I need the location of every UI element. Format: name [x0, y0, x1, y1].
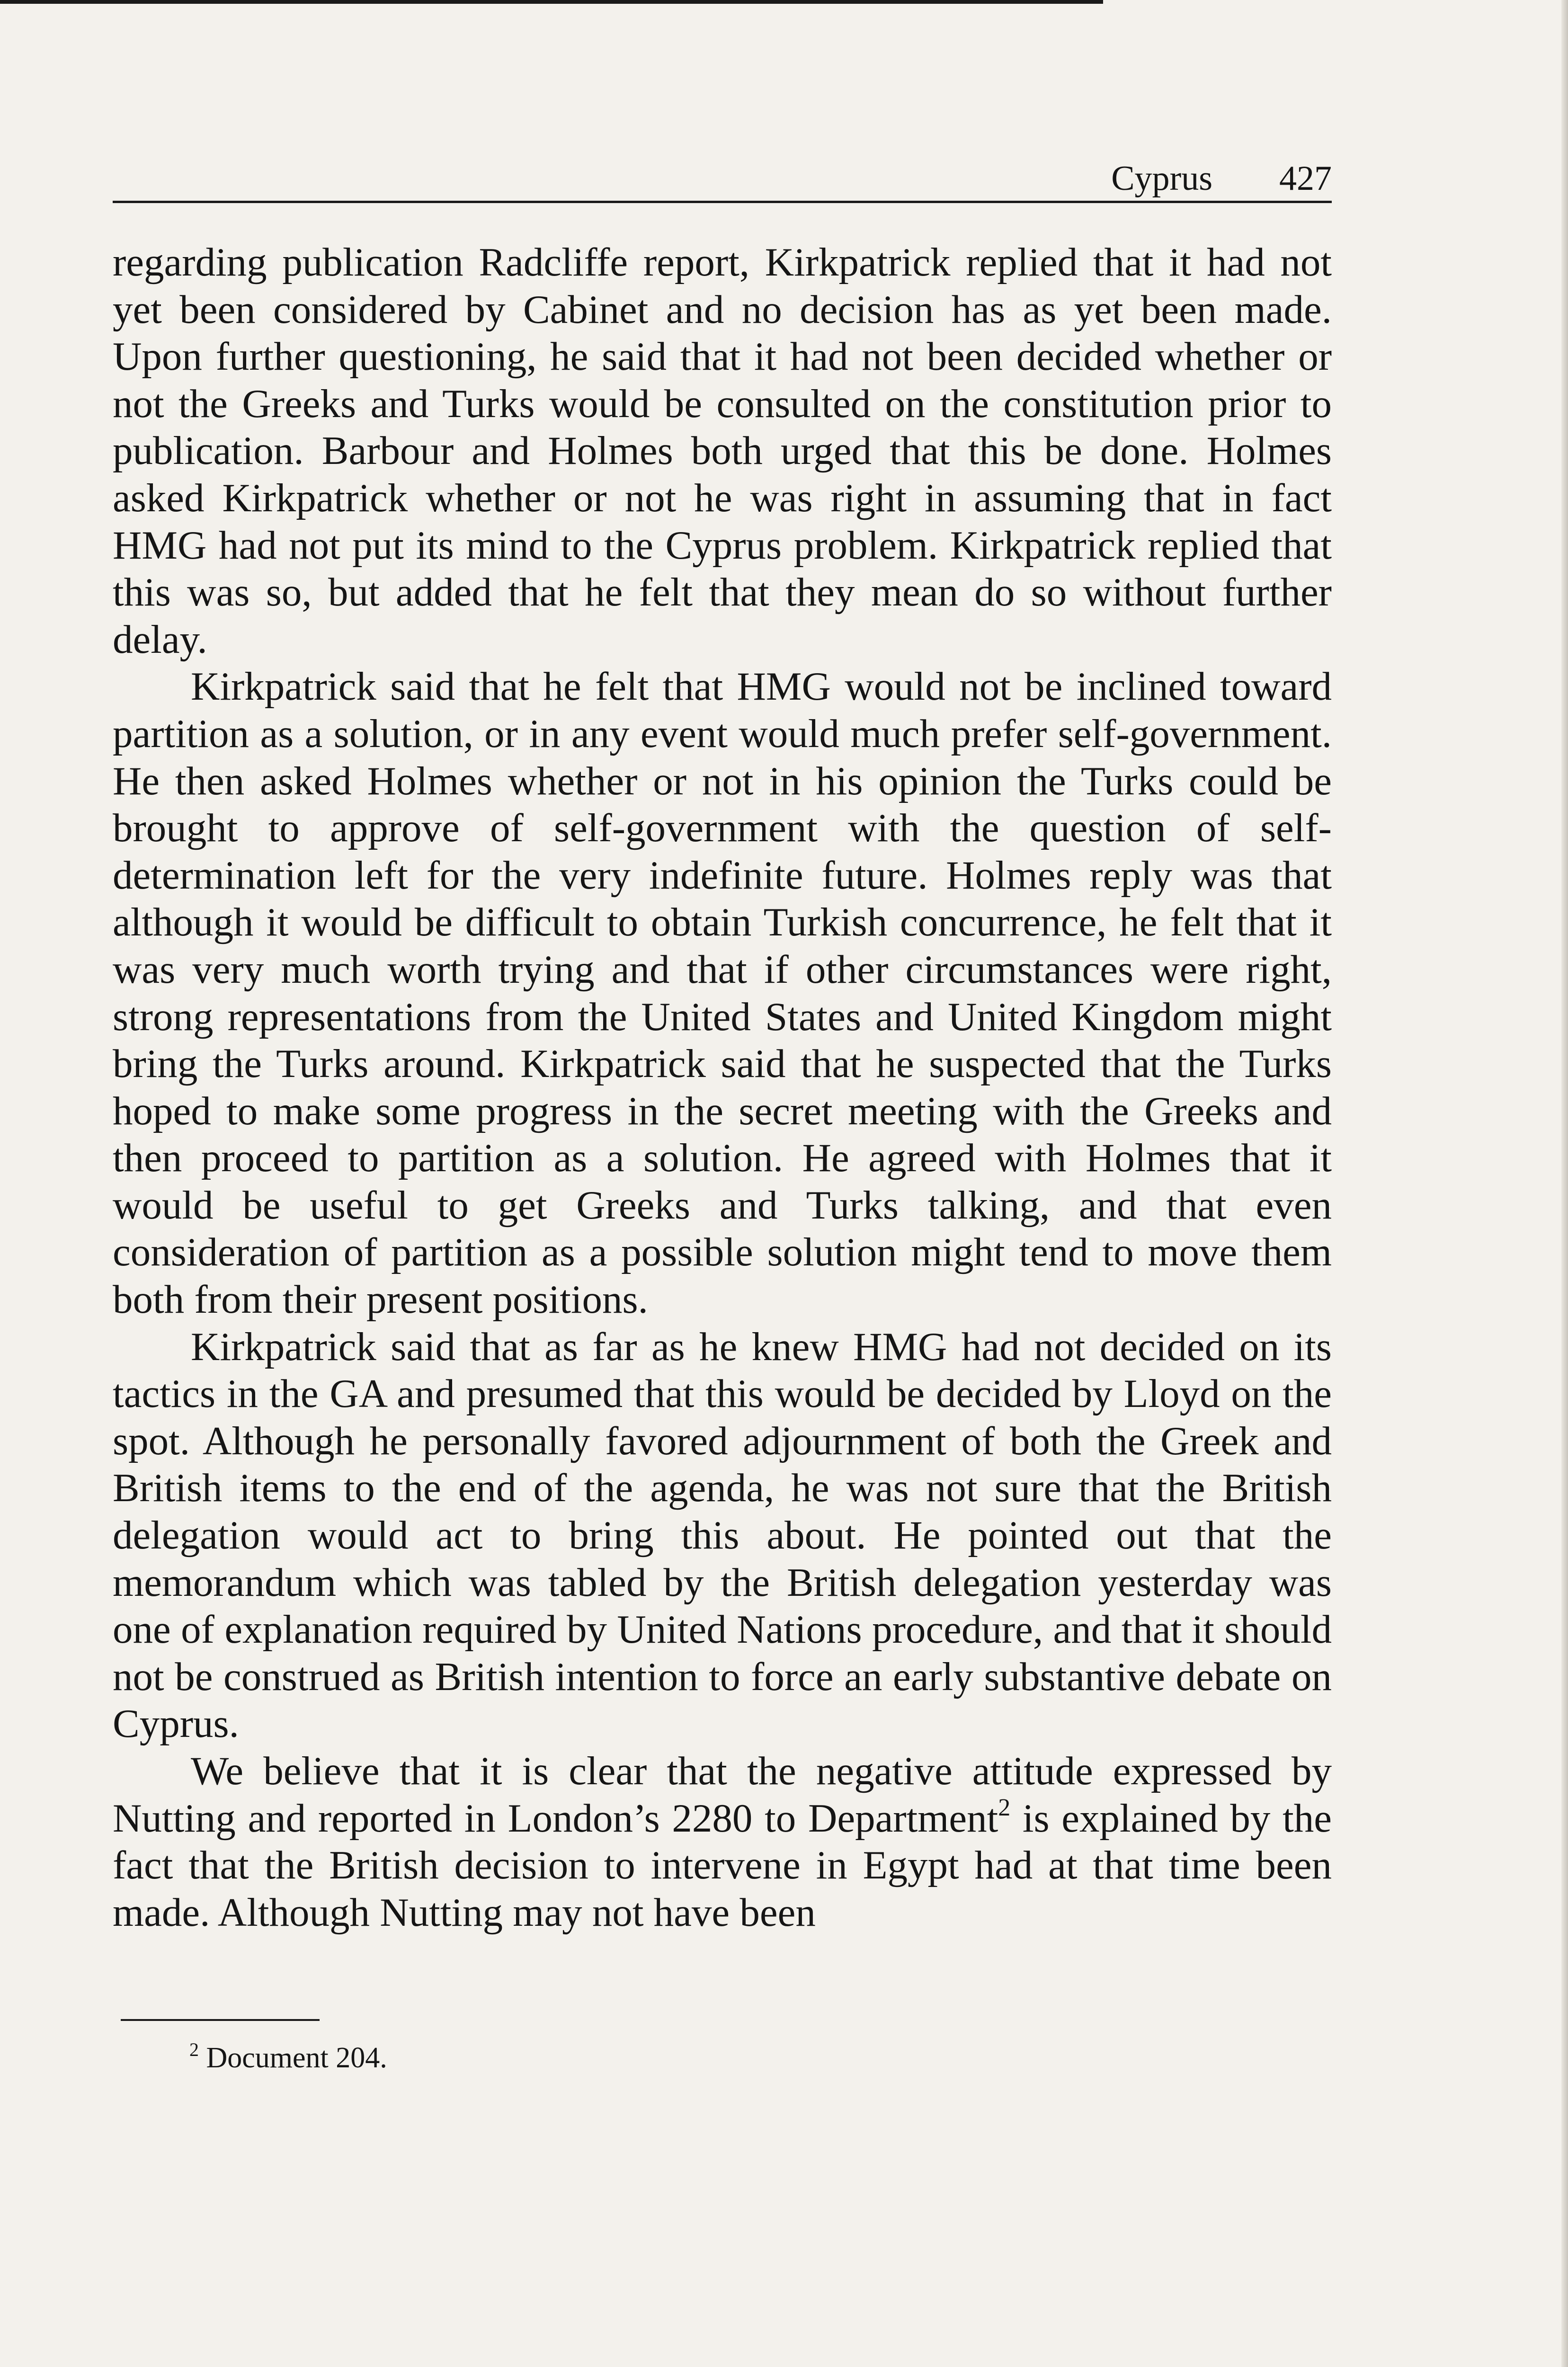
top-scan-border	[0, 0, 1103, 4]
header-title: Cyprus	[1111, 159, 1212, 198]
footnote-reference: 2	[998, 1794, 1011, 1821]
footnote	[189, 2040, 387, 2075]
paragraph-4-text-before-note: We believe that it is clear that the negative attitude expressed by Nutting and reported in London’s 2280 to Department	[113, 1749, 1332, 1841]
paragraph-3: Kirkpatrick said that as far as he knew HMG had not decided on its tactics in the GA and presumed that this would be decided by Lloyd on the spot. Although he personally favored adjournment of both the Greek and British items to the end of the agenda, he was not sure that the British delegation would act to bring this about. He pointed out that the memorandum which was tabled by the British delegation yesterday was one of explanation required by United Nations procedure, and that it should not be construed as British intention to force an early substantive debate on Cyprus.	[113, 1324, 1332, 1746]
running-header	[113, 152, 1332, 203]
footnote-separator	[121, 2019, 320, 2021]
page-edge-shadow	[1561, 0, 1568, 2367]
paragraph-2: Kirkpatrick said that he felt that HMG would not be inclined toward partition as a solution, or in any event would much prefer self-government. He then asked Holmes whether or not in his opinion the Turks could be brought to approve of self-government with the question of self-determination left for the very indefinite future. Holmes reply was that although it would be difficult to obtain Turkish concurrence, he felt that it was very much worth trying and that if other circumstances were right, strong representations from the United States and United Kingdom might bring the Turks around. Kirkpatrick said that he suspected that the Turks hoped to make some progress in the secret meeting with the Greeks and then proceed to partition as a solution. He agreed with Holmes that it would be useful to get Greeks and Turks talking, and that even consideration of partition as a possible solution might tend to move them both from their present positions.	[113, 664, 1332, 1322]
body-text	[113, 239, 1332, 1936]
paragraph-4	[113, 1748, 1332, 1936]
footnote-text: Document 204.	[199, 2042, 387, 2074]
footnote-marker: 2	[189, 2039, 199, 2060]
paragraph-4-text-after-note: is explained by the fact that the British decision to intervene in Egypt had at that time been made. Although Nutting may not have been	[113, 1796, 1332, 1935]
page-number: 427	[1279, 159, 1332, 198]
paragraph-1: regarding publication Radcliffe report, Kirkpatrick replied that it had not yet been considered by Cabinet and no decision has as yet been made. Upon further questioning, he said that it had not been decided whether or not the Greeks and Turks would be consulted on the constitution prior to publication. Barbour and Holmes both urged that this be done. Holmes asked Kirkpatrick whether or not he was right in assuming that in fact HMG had not put its mind to the Cyprus problem. Kirkpatrick replied that this was so, but added that he felt that they mean do so without further delay.	[113, 240, 1332, 662]
